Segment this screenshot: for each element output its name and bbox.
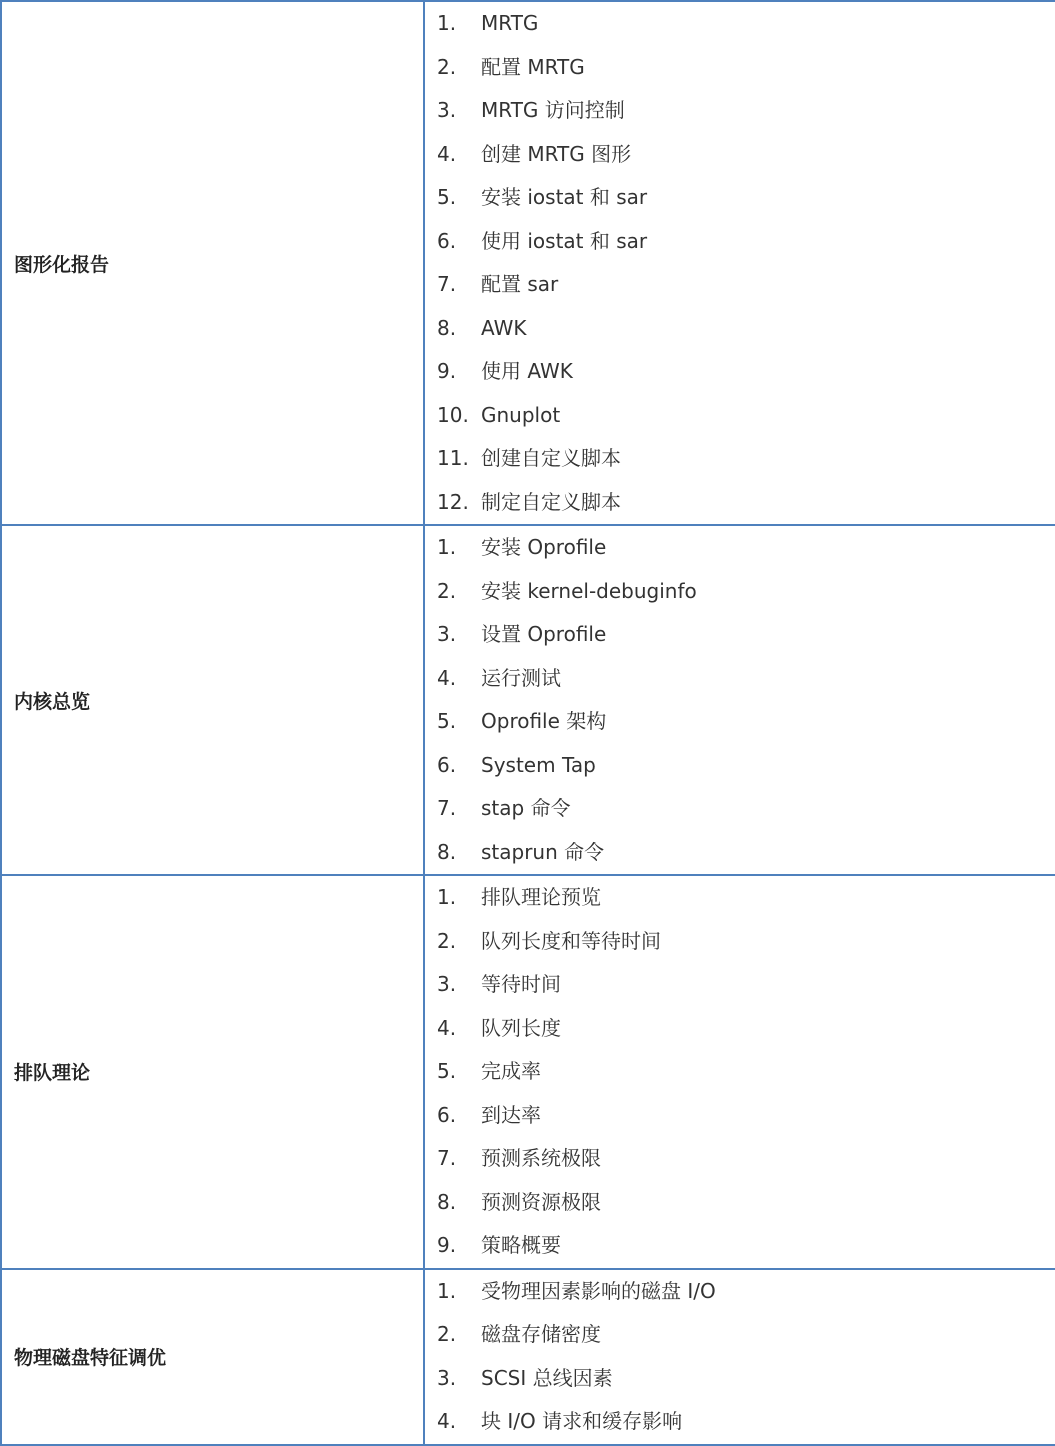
section-row [1, 875, 1055, 1269]
list-item [425, 1050, 1055, 1094]
item-number: 4. [437, 1015, 457, 1040]
list-item [425, 1313, 1055, 1357]
item-number: 5. [437, 709, 457, 733]
item-number: 11. [437, 446, 469, 470]
list-item [425, 613, 1055, 657]
item-text: 预测资源极限 [481, 1189, 601, 1214]
item-number: 2. [437, 54, 457, 79]
item-text: staprun 命令 [481, 839, 605, 864]
item-text: 受物理因素影响的磁盘 I/O [481, 1278, 716, 1303]
item-text: 配置 MRTG [481, 54, 585, 79]
outline-body [1, 1, 1055, 1445]
section-items [424, 525, 1055, 875]
list-item [425, 89, 1055, 133]
list-item [425, 1270, 1055, 1314]
item-number: 7. [437, 1146, 457, 1170]
list-item [425, 437, 1055, 481]
list-item [425, 394, 1055, 438]
list-item [425, 787, 1055, 831]
list-item [425, 2, 1055, 46]
list-item [425, 657, 1055, 701]
item-text: 到达率 [481, 1102, 541, 1127]
item-number: 5. [437, 1059, 457, 1083]
item-number: 1. [437, 885, 457, 909]
list-item [425, 526, 1055, 570]
section-title: 排队理论 [1, 875, 424, 1269]
item-number: 4. [437, 665, 457, 690]
item-list [425, 876, 1055, 1268]
item-text: 创建自定义脚本 [481, 446, 621, 470]
item-text: 安装 kernel-debuginfo [481, 578, 697, 603]
item-number: 4. [437, 1409, 457, 1433]
item-text: MRTG 访问控制 [481, 98, 625, 122]
section-items [424, 1, 1055, 525]
list-item [425, 176, 1055, 220]
item-text: 完成率 [481, 1059, 541, 1083]
list-item [425, 831, 1055, 875]
section-row [1, 525, 1055, 875]
item-text: 排队理论预览 [481, 885, 601, 909]
section-items [424, 1269, 1055, 1445]
item-number: 4. [437, 141, 457, 166]
section-items [424, 875, 1055, 1269]
item-text: Oprofile 架构 [481, 709, 607, 733]
section-title: 物理磁盘特征调优 [1, 1269, 424, 1445]
item-number: 12. [437, 489, 469, 514]
item-text: 等待时间 [481, 972, 561, 996]
list-item [425, 1181, 1055, 1225]
list-item [425, 481, 1055, 525]
list-item [425, 1224, 1055, 1268]
list-item [425, 1094, 1055, 1138]
item-text: 制定自定义脚本 [481, 489, 621, 514]
list-item [425, 263, 1055, 307]
item-text: 配置 sar [481, 272, 559, 296]
item-number: 1. [437, 1278, 457, 1303]
item-number: 6. [437, 228, 457, 253]
item-text: 预测系统极限 [481, 1146, 601, 1170]
list-item [425, 1137, 1055, 1181]
section-title: 图形化报告 [1, 1, 424, 525]
list-item [425, 920, 1055, 964]
list-item [425, 963, 1055, 1007]
item-number: 10. [437, 402, 469, 427]
item-number: 8. [437, 1189, 457, 1214]
list-item [425, 46, 1055, 90]
list-item [425, 1007, 1055, 1051]
list-item [425, 1357, 1055, 1401]
item-number: 8. [437, 315, 457, 340]
item-number: 5. [437, 185, 457, 209]
item-text: 队列长度和等待时间 [481, 928, 661, 953]
item-text: 策略概要 [481, 1233, 561, 1257]
item-number: 7. [437, 272, 457, 296]
list-item [425, 744, 1055, 788]
item-text: 安装 iostat 和 sar [481, 185, 648, 209]
section-row [1, 1269, 1055, 1445]
item-number: 3. [437, 98, 457, 122]
list-item [425, 570, 1055, 614]
item-text: 队列长度 [481, 1015, 561, 1040]
item-text: Gnuplot [481, 402, 561, 427]
item-number: 1. [437, 11, 457, 35]
item-number: 6. [437, 752, 457, 777]
item-list [425, 2, 1055, 524]
item-text: SCSI 总线因素 [481, 1365, 613, 1390]
item-list [425, 1270, 1055, 1444]
item-text: 磁盘存储密度 [481, 1322, 601, 1346]
item-text: 设置 Oprofile [481, 622, 607, 646]
item-number: 7. [437, 796, 457, 820]
item-number: 9. [437, 1233, 457, 1257]
item-number: 9. [437, 359, 457, 383]
item-text: MRTG [481, 11, 539, 35]
item-text: 块 I/O 请求和缓存影响 [481, 1409, 683, 1433]
item-text: 安装 Oprofile [481, 535, 607, 559]
item-number: 3. [437, 622, 457, 646]
item-text: System Tap [481, 752, 596, 777]
item-number: 3. [437, 972, 457, 996]
item-text: 使用 AWK [481, 359, 573, 383]
item-number: 1. [437, 535, 457, 559]
list-item [425, 700, 1055, 744]
item-number: 8. [437, 839, 457, 864]
list-item [425, 350, 1055, 394]
item-number: 2. [437, 578, 457, 603]
item-text: AWK [481, 315, 527, 340]
item-text: stap 命令 [481, 796, 571, 820]
item-number: 2. [437, 1322, 457, 1346]
list-item [425, 133, 1055, 177]
list-item [425, 876, 1055, 920]
section-row [1, 1, 1055, 525]
item-text: 创建 MRTG 图形 [481, 141, 632, 166]
section-title: 内核总览 [1, 525, 424, 875]
list-item [425, 307, 1055, 351]
item-text: 使用 iostat 和 sar [481, 228, 648, 253]
item-list [425, 526, 1055, 874]
list-item [425, 220, 1055, 264]
item-number: 2. [437, 928, 457, 953]
item-text: 运行测试 [481, 665, 561, 690]
item-number: 6. [437, 1102, 457, 1127]
list-item [425, 1400, 1055, 1444]
item-number: 3. [437, 1365, 457, 1390]
